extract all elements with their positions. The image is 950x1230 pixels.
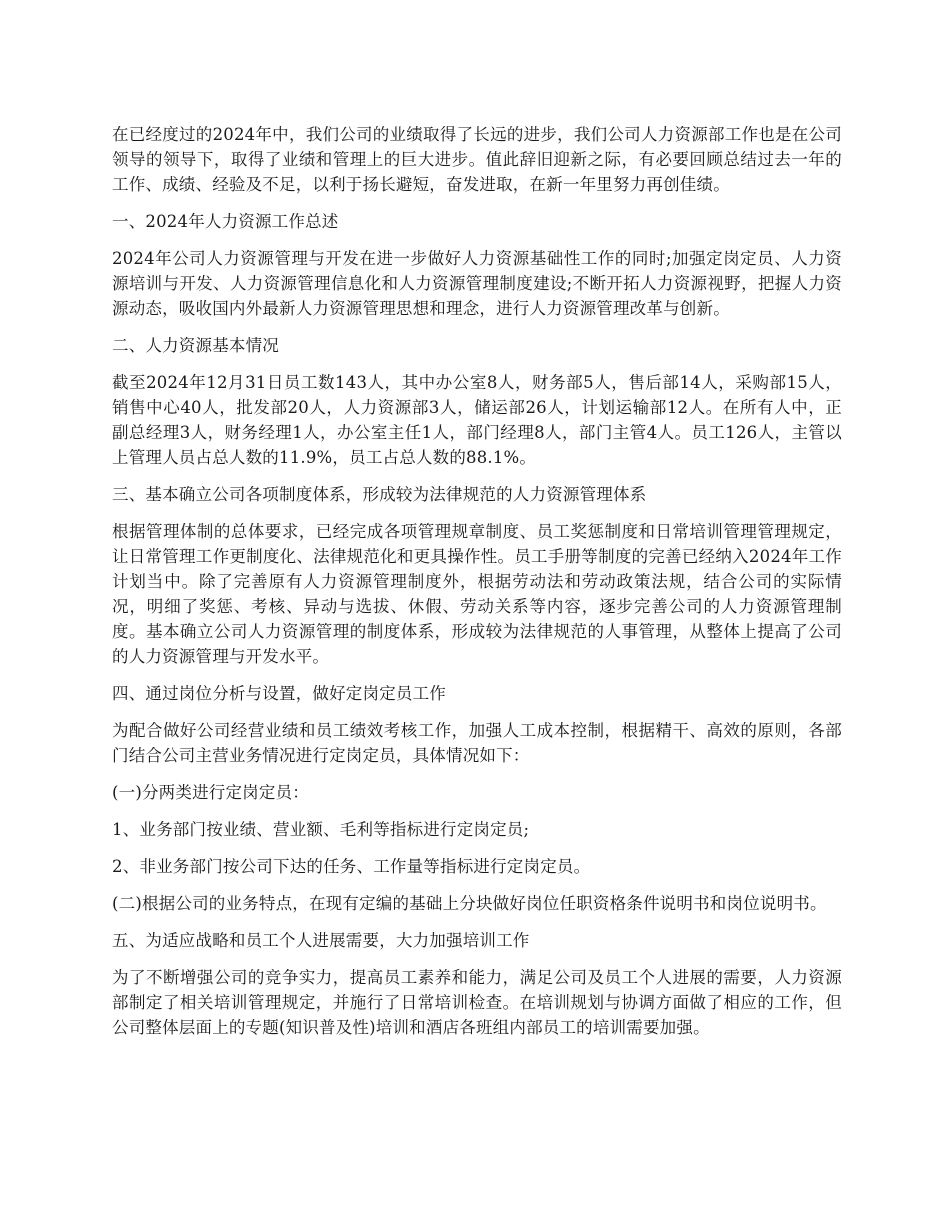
section-4-paragraph: 为配合做好公司经营业绩和员工绩效考核工作，加强人工成本控制，根据精干、高效的原则，各部门结合公司主营业务情况进行定岗定员，具体情况如下： [112,721,842,765]
section-1-paragraph: 2024年公司人力资源管理与开发在进一步做好人力资源基础性工作的同时;加强定岗定员、人力资源培训与开发、人力资源管理信息化和人力资源管理制度建设;不断开拓人力资源视野，把握人力资源动态，吸收国内外最新人力资源管理思想和理念，进行人力资源管理改革与创新。 [112,249,842,318]
section-3-paragraph: 根据管理体制的总体要求，已经完成各项管理规章制度、员工奖惩制度和日常培训管理管理规定，让日常管理工作更制度化、法律规范化和更具操作性。员工手册等制度的完善已经纳入2024年工作计划当中。除了完善原有人力资源管理制度外，根据劳动法和劳动政策法规，结合公司的实际情况，明细了奖惩、考核、异动与选拔、休假、劳动关系等内容，逐步完善公司的人力资源管理制度。基本确立公司人力资源管理的制度体系，形成较为法律规范的人事管理，从整体上提高了公司的人力资源管理与开发水平。 [112,522,842,666]
section-1-heading: 一、2024年人力资源工作总述 [112,212,339,231]
section-4-item-1: 1、业务部门按业绩、营业额、毛利等指标进行定岗定员; [112,820,530,839]
section-3-heading: 三、基本确立公司各项制度体系，形成较为法律规范的人力资源管理体系 [112,485,647,504]
section-4-subheading-1: (一)分两类进行定岗定员： [112,783,309,802]
section-2-heading: 二、人力资源基本情况 [112,336,279,355]
document-body [112,122,842,1052]
section-5-paragraph: 为了不断增强公司的竞争实力，提高员工素养和能力，满足公司及员工个人进展的需要，人力资源部制定了相关培训管理规定，并施行了日常培训检查。在培训规划与协调方面做了相应的工作，但公司整体层面上的专题(知识普及性)培训和酒店各班组内部员工的培训需要加强。 [112,968,842,1037]
section-2-paragraph: 截至2024年12月31日员工数143人，其中办公室8人，财务部5人，售后部14人，采购部15人，销售中心40人，批发部20人，人力资源部3人，储运部26人，计划运输部12人。在所有人中，正副总经理3人，财务经理1人，办公室主任1人，部门经理8人，部门主管4人。员工126人，主管以上管理人员占总人数的11.9%，员工占总人数的88.1%。 [112,373,842,467]
section-4-subheading-2: (二)根据公司的业务特点，在现有定编的基础上分块做好岗位任职资格条件说明书和岗位说明书。 [112,894,827,913]
section-4-item-2: 2、非业务部门按公司下达的任务、工作量等指标进行定岗定员。 [112,857,591,876]
intro-paragraph: 在已经度过的2024年中，我们公司的业绩取得了长远的进步，我们公司人力资源部工作也是在公司领导的领导下，取得了业绩和管理上的巨大进步。值此辞旧迎新之际，有必要回顾总结过去一年的工作、成绩、经验及不足，以利于扬长避短，奋发进取，在新一年里努力再创佳绩。 [112,125,842,194]
section-5-heading: 五、为适应战略和员工个人进展需要，大力加强培训工作 [112,931,530,950]
section-4-heading: 四、通过岗位分析与设置，做好定岗定员工作 [112,684,446,703]
